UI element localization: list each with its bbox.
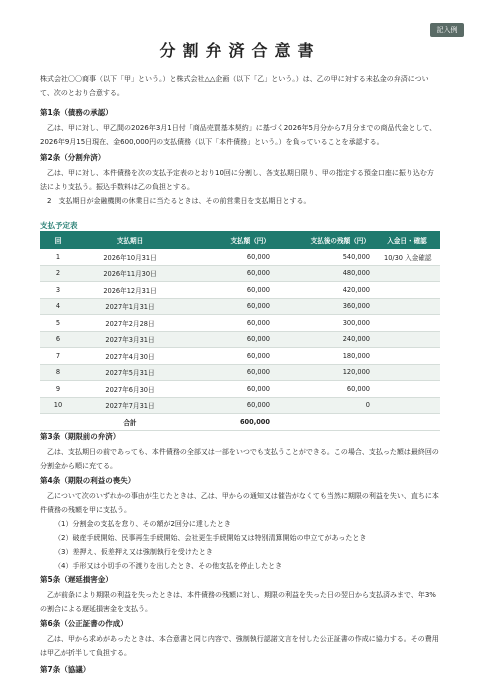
- cell-date: 2027年3月31日: [76, 331, 184, 348]
- article-2-item-2: 2 支払期日が金融機関の休業日に当たるときは、その前営業日を支払期日とする。: [47, 197, 311, 205]
- cell-confirmation: [374, 364, 440, 381]
- col-header-balance: 支払後の残額（円）: [274, 231, 374, 249]
- table-header-row: [40, 231, 440, 249]
- table-total-row: [40, 414, 440, 431]
- cell-no: 1: [40, 249, 76, 265]
- cell-amount: 60,000: [184, 249, 274, 265]
- cell-amount: 60,000: [184, 348, 274, 365]
- cell-confirmation: 10/30 入金確認: [374, 249, 440, 265]
- table-row: [40, 249, 440, 265]
- cell-amount: 60,000: [184, 331, 274, 348]
- article-1-heading: 第1条（債務の承認）: [40, 108, 113, 117]
- cell-no: 4: [40, 298, 76, 315]
- cell-date: 2026年11月30日: [76, 265, 184, 282]
- intro-paragraph: 株式会社〇〇商事（以下「甲」という。）と株式会社△△企画（以下「乙」という。）は、乙の甲に対する未払金の弁済について、次のとおり合意する。: [40, 75, 429, 97]
- cell-no: 7: [40, 348, 76, 365]
- table-row: [40, 397, 440, 414]
- article-6-body: 乙は、甲から求めがあったときは、本合意書と同じ内容で、強制執行認諾文言を付した公正証書の作成に協力する。その費用は甲乙が折半して負担する。: [40, 635, 439, 657]
- table-row: [40, 265, 440, 282]
- cell-amount: 60,000: [184, 397, 274, 414]
- cell-date: 2027年5月31日: [76, 364, 184, 381]
- sample-badge: 記入例: [430, 23, 464, 37]
- table-row: [40, 315, 440, 332]
- cell-amount: 60,000: [184, 265, 274, 282]
- cell-balance: 420,000: [274, 282, 374, 299]
- list-item: （4）手形又は小切手の不渡りを出したとき、その他支払を停止したとき: [54, 562, 283, 570]
- cell-amount: 60,000: [184, 315, 274, 332]
- schedule-title: 支払予定表: [40, 221, 78, 230]
- payment-schedule-table: [40, 231, 440, 431]
- total-label: 合計: [76, 414, 184, 431]
- cell-date: 2027年1月31日: [76, 298, 184, 315]
- cell-no: 9: [40, 381, 76, 398]
- list-item: （3）差押え、仮差押え又は強制執行を受けたとき: [54, 548, 213, 556]
- article-1-body: 乙は、甲に対し、甲乙間の2026年3月1日付「商品売買基本契約」に基づく2026年5月分から7月分までの商品代金として、2026年9月15日現在、金600,000円の支払債務（以下「本件債務」という。）を負っていることを承認する。: [40, 124, 437, 146]
- cell-amount: 60,000: [184, 381, 274, 398]
- cell-no: 3: [40, 282, 76, 299]
- cell-confirmation: [374, 381, 440, 398]
- cell-balance: 0: [274, 397, 374, 414]
- cell-amount: 60,000: [184, 298, 274, 315]
- cell-confirmation: [374, 331, 440, 348]
- table-row: [40, 348, 440, 365]
- cell-balance: 480,000: [274, 265, 374, 282]
- cell-confirmation: [374, 282, 440, 299]
- cell-amount: 60,000: [184, 282, 274, 299]
- article-7-heading: 第7条（協議）: [40, 665, 91, 674]
- table-row: [40, 298, 440, 315]
- col-header-amount: 支払額（円）: [184, 231, 274, 249]
- article-4-heading: 第4条（期限の利益の喪失）: [40, 476, 136, 485]
- list-item: （2）破産手続開始、民事再生手続開始、会社更生手続開始又は特別清算開始の申立てがあったとき: [54, 534, 367, 542]
- article-3-heading: 第3条（期限前の弁済）: [40, 432, 121, 441]
- table-row: [40, 364, 440, 381]
- cell-confirmation: [374, 397, 440, 414]
- total-amount: 600,000: [184, 414, 274, 431]
- cell-balance: 360,000: [274, 298, 374, 315]
- cell-date: 2027年6月30日: [76, 381, 184, 398]
- article-3-body: 乙は、支払期日の前であっても、本件債務の全部又は一部をいつでも支払うことができる。この場合、支払った額は最終回の分割金から順に充てる。: [40, 448, 439, 470]
- cell-balance: 60,000: [274, 381, 374, 398]
- cell-date: 2027年7月31日: [76, 397, 184, 414]
- cell-no: 2: [40, 265, 76, 282]
- cell-confirmation: [374, 265, 440, 282]
- cell-no: 5: [40, 315, 76, 332]
- cell-date: 2026年12月31日: [76, 282, 184, 299]
- cell-balance: 540,000: [274, 249, 374, 265]
- document-title: 分割弁済合意書: [159, 41, 321, 60]
- article-6-heading: 第6条（公正証書の作成）: [40, 619, 128, 628]
- table-row: [40, 381, 440, 398]
- article-4-body: 乙について次のいずれかの事由が生じたときは、乙は、甲からの通知又は催告がなくても当然に期限の利益を失い、直ちに本件債務の残額を甲に支払う。: [40, 492, 439, 514]
- table-row: [40, 331, 440, 348]
- cell-balance: 240,000: [274, 331, 374, 348]
- cell-no: 10: [40, 397, 76, 414]
- cell-balance: 120,000: [274, 364, 374, 381]
- cell-date: 2027年2月28日: [76, 315, 184, 332]
- cell-confirmation: [374, 315, 440, 332]
- article-5-body: 乙が前条により期限の利益を失ったときは、本件債務の残額に対し、期限の利益を失った日の翌日から支払済みまで、年3%の割合による遅延損害金を支払う。: [40, 591, 436, 613]
- article-2-body: 乙は、甲に対し、本件債務を次の支払予定表のとおり10回に分割し、各支払期日限り、甲の指定する預金口座に振り込む方法により支払う。振込手数料は乙の負担とする。: [40, 169, 434, 191]
- cell-amount: 60,000: [184, 364, 274, 381]
- article-4-list: [54, 517, 366, 573]
- table-row: [40, 282, 440, 299]
- cell-date: 2027年4月30日: [76, 348, 184, 365]
- cell-confirmation: [374, 348, 440, 365]
- col-header-due-date: 支払期日: [76, 231, 184, 249]
- cell-no: 6: [40, 331, 76, 348]
- article-2-heading: 第2条（分割弁済）: [40, 153, 106, 162]
- cell-no: 8: [40, 364, 76, 381]
- list-item: （1）分割金の支払を怠り、その額が2回分に達したとき: [54, 520, 231, 528]
- cell-date: 2026年10月31日: [76, 249, 184, 265]
- cell-balance: 300,000: [274, 315, 374, 332]
- article-5-heading: 第5条（遅延損害金）: [40, 575, 113, 584]
- col-header-installment: 回: [40, 231, 76, 249]
- cell-confirmation: [374, 298, 440, 315]
- cell-balance: 180,000: [274, 348, 374, 365]
- col-header-confirmation: 入金日・確認: [374, 231, 440, 249]
